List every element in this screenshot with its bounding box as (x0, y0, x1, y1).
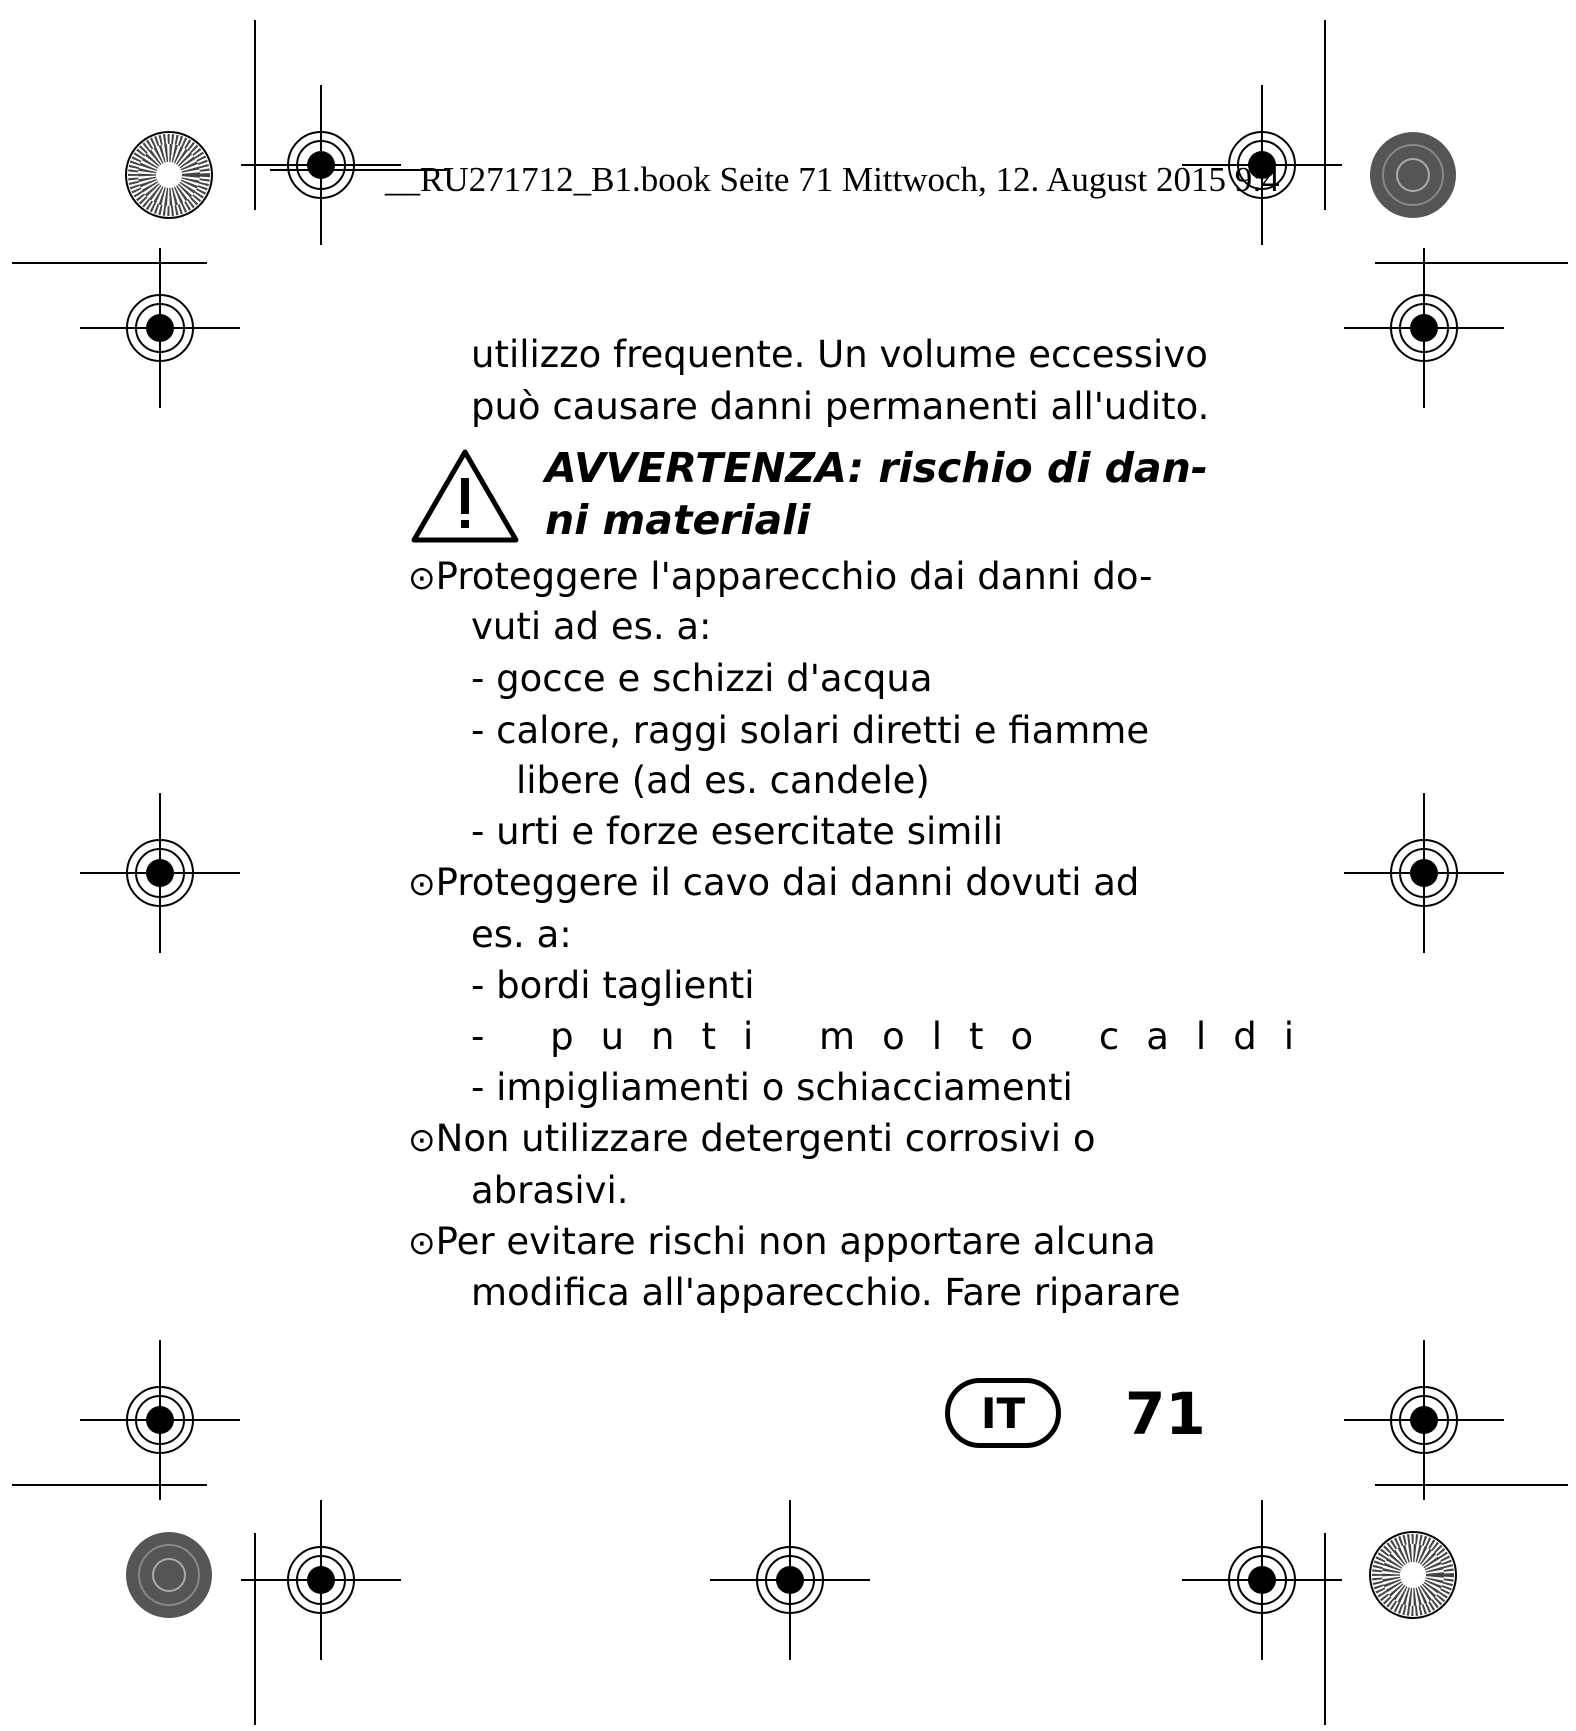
warning-triangle-icon (410, 448, 520, 544)
bullet-item (408, 861, 1140, 904)
warning-title: AVVERTENZA: rischio di dan- (545, 444, 1208, 492)
page-number: 71 (1125, 1380, 1206, 1448)
print-slug-header: __RU271712_B1.book Seite 71 Mittwoch, 12. August 2015 9:4 (385, 160, 1280, 199)
bullet-text: modifica all'apparecchio. Fare riparare (471, 1271, 1181, 1314)
sub-item: - punti molto caldi (471, 1015, 1321, 1058)
registration-crosshair-icon (80, 1340, 240, 1500)
bullet-item (408, 1220, 1156, 1263)
bullet-icon: ⊙ (408, 1223, 436, 1262)
bullet-text: Per evitare rischi non apportare alcuna (435, 1220, 1156, 1263)
sub-item: - impigliamenti o schiacciamenti (471, 1066, 1073, 1109)
sub-item: - calore, raggi solari diretti e fiamme (471, 709, 1150, 752)
warning-title: ni materiali (545, 496, 811, 544)
sub-item: - urti e forze esercitate simili (471, 810, 1004, 853)
language-badge-label: IT (980, 1388, 1026, 1438)
bullet-icon: ⊙ (408, 864, 436, 903)
registration-crosshair-icon (80, 793, 240, 953)
registration-crosshair-icon (1344, 793, 1504, 953)
language-badge (945, 1378, 1061, 1448)
registration-crosshair-icon (1344, 248, 1504, 408)
color-target-icon (126, 132, 212, 218)
bullet-text: Non utilizzare detergenti corrosivi o (435, 1117, 1096, 1160)
sub-item: - bordi taglienti (471, 964, 755, 1007)
registration-crosshair-icon (1182, 1500, 1342, 1660)
bullet-text: abrasivi. (471, 1169, 629, 1212)
bullet-text: es. a: (471, 913, 572, 956)
bullet-text: Proteggere il cavo dai danni dovuti ad (435, 861, 1140, 904)
color-target-icon (1370, 132, 1456, 218)
registration-crosshair-icon (80, 248, 240, 408)
registration-crosshair-icon (241, 85, 401, 245)
bullet-icon: ⊙ (408, 558, 436, 597)
registration-crosshair-icon (710, 1500, 870, 1660)
color-target-icon (126, 1532, 212, 1618)
bullet-item (408, 555, 1153, 598)
registration-crosshair-icon (241, 1500, 401, 1660)
intro-line: può causare danni permanenti all'udito. (471, 385, 1210, 428)
bullet-item (408, 1117, 1096, 1160)
sub-item: libere (ad es. candele) (516, 759, 930, 802)
color-target-icon (1370, 1532, 1456, 1618)
bullet-text: Proteggere l'apparecchio dai danni do- (435, 555, 1153, 598)
registration-crosshair-icon (1344, 1340, 1504, 1500)
sub-item: - gocce e schizzi d'acqua (471, 657, 933, 700)
intro-line: utilizzo frequente. Un volume eccessivo (471, 333, 1208, 376)
bullet-text: vuti ad es. a: (471, 605, 712, 648)
registration-crosshair-icon (1182, 85, 1342, 245)
bullet-icon: ⊙ (408, 1120, 436, 1159)
